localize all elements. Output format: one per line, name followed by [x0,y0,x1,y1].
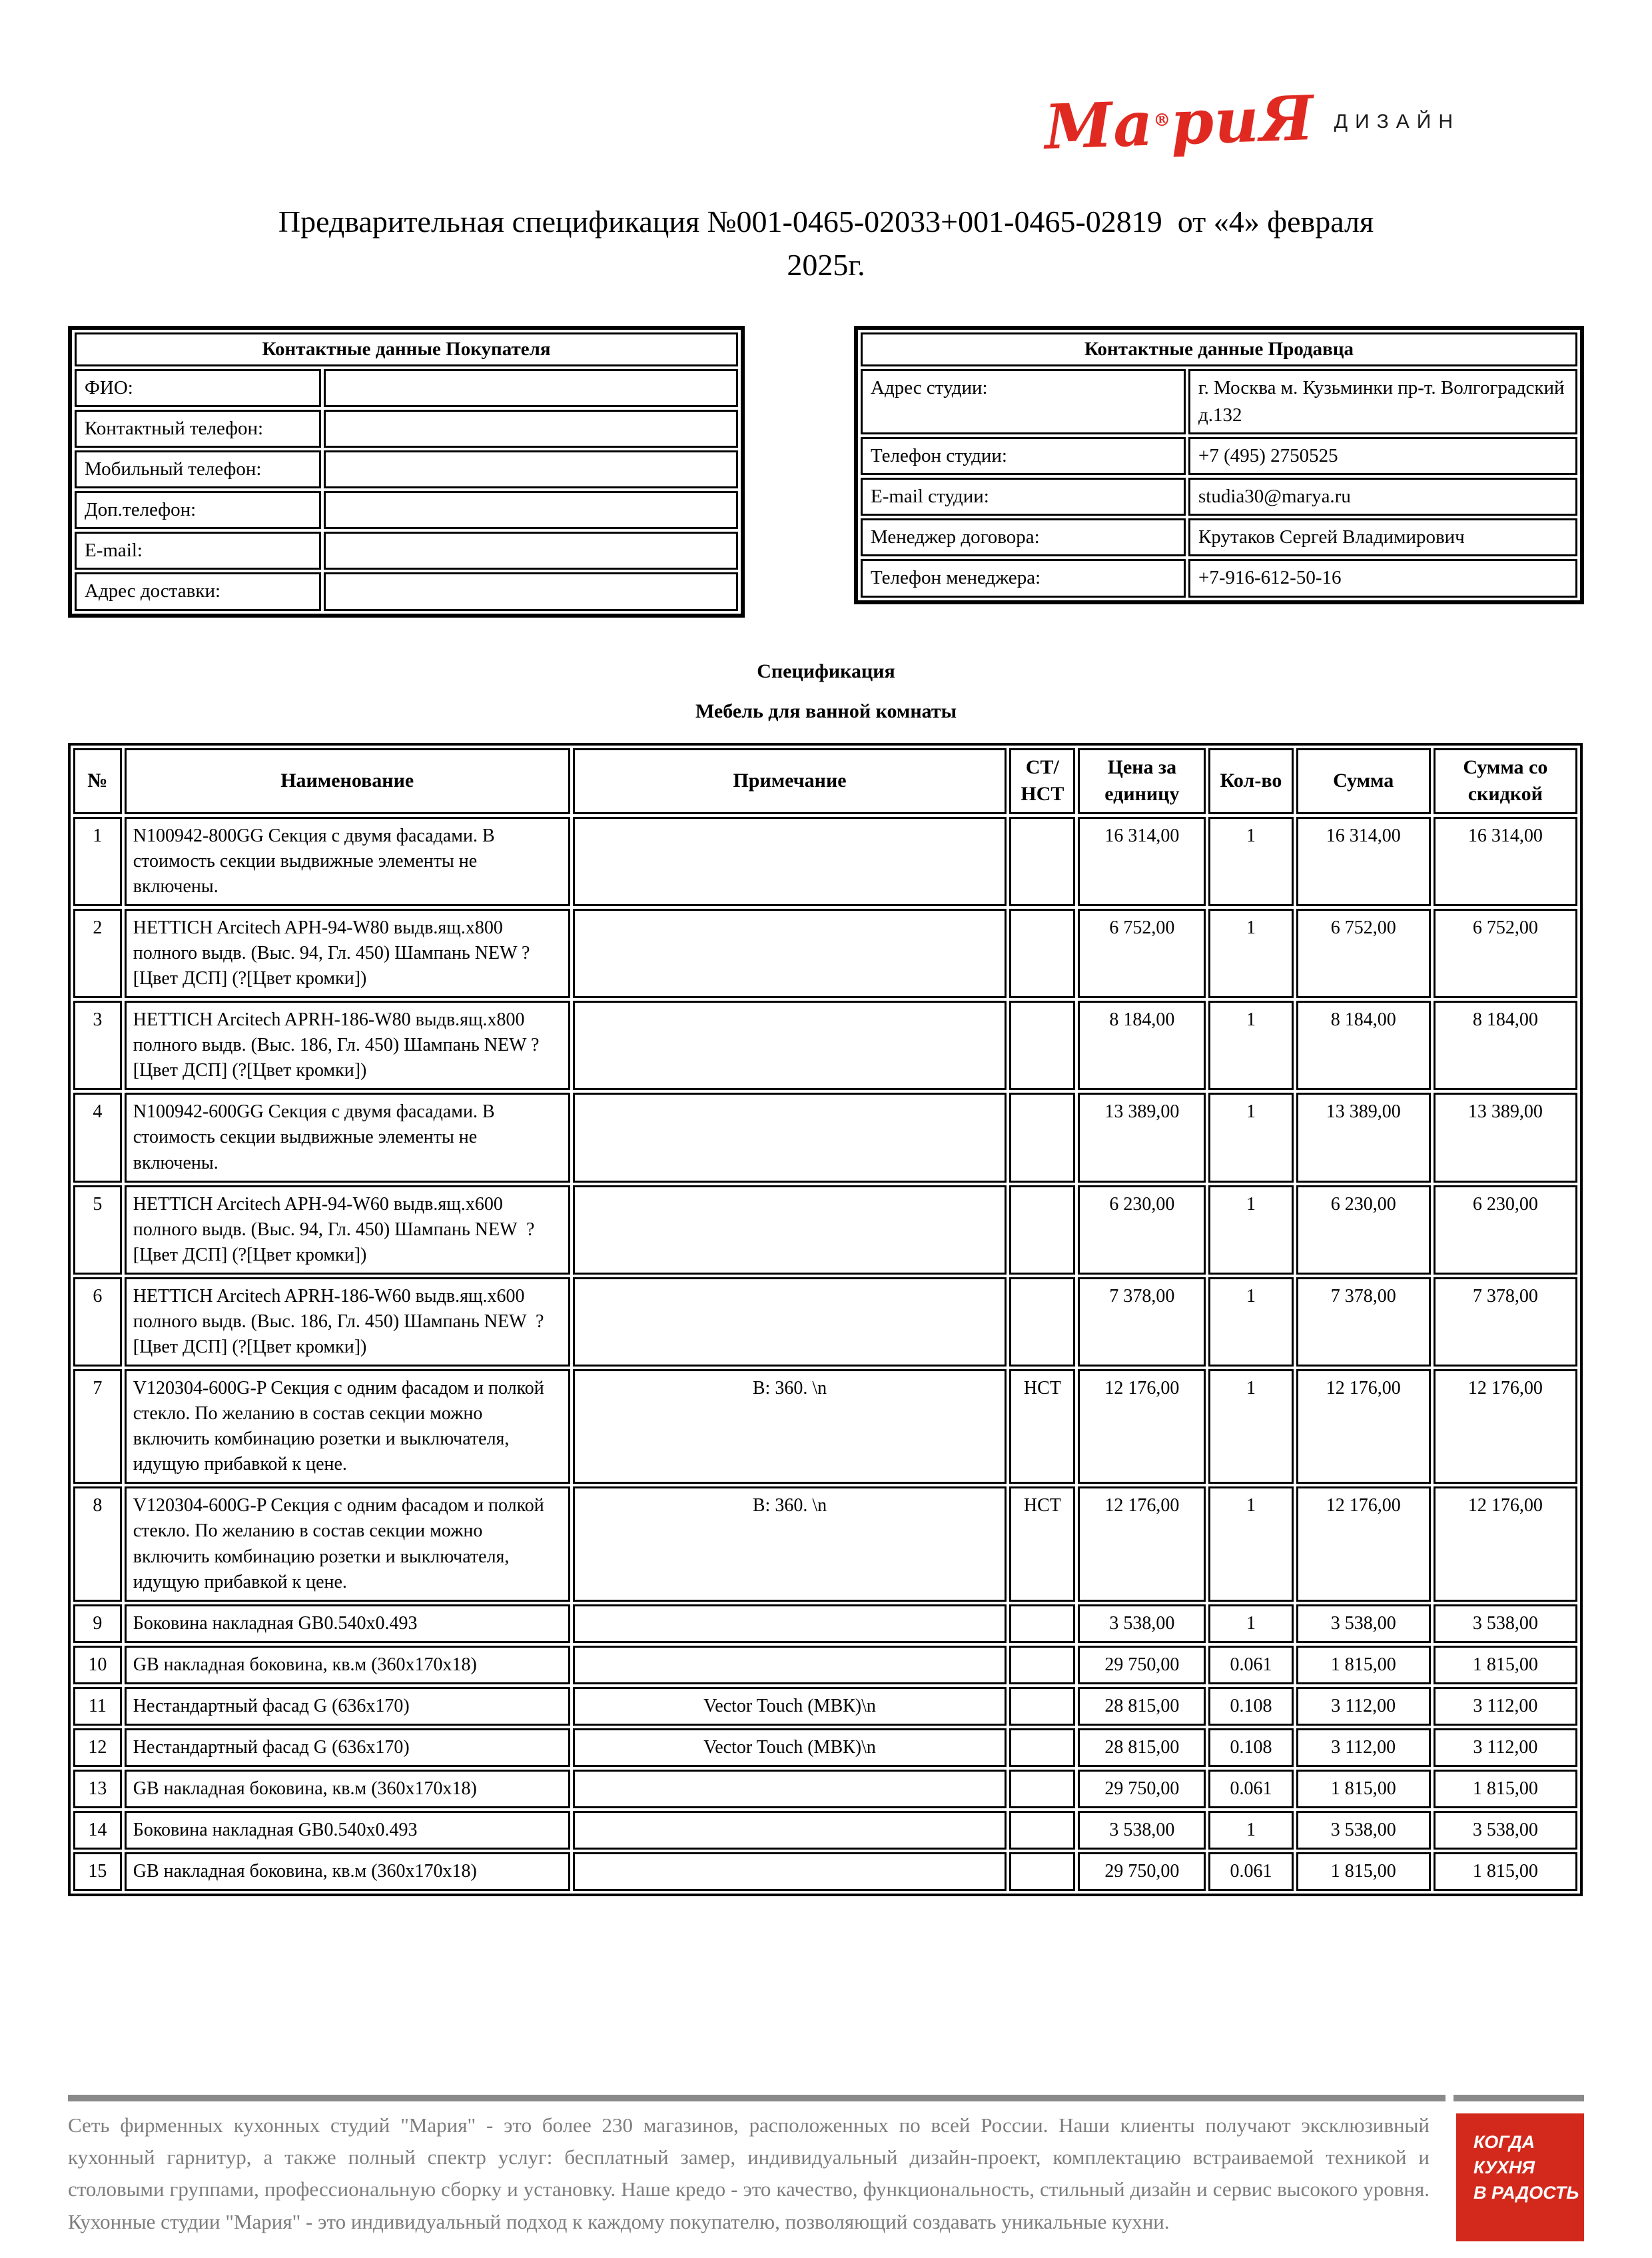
table-row [73,1728,1577,1767]
item-quantity: 1 [1208,1369,1293,1484]
item-quantity: 0.061 [1208,1852,1293,1891]
col-header-sum-discount: Сумма со скидкой [1434,748,1577,814]
item-name: V120304-600G-P Секция с одним фасадом и полкой стекло. По желанию в состав секции можно включить комбинацию розетки и выключателя, идущую прибавкой к цене. [125,1486,570,1601]
logo-design-label: ДИЗАЙН [1334,111,1460,133]
buyer-contact-table [68,326,745,618]
contact-label: Телефон менеджера: [861,559,1186,597]
item-st-nst: НСТ [1009,1486,1075,1601]
item-name: HETTICH Arcitech APH-94-W60 выдв.ящ.х600 полного выдв. (Выс. 94, Гл. 450) Шампань NEW ?[Цвет ДСП] (?[Цвет кромки]) [125,1185,570,1275]
col-header-sum: Сумма [1296,748,1431,814]
item-sum-discount: 8 184,00 [1434,1001,1577,1090]
item-name: GB накладная боковина, кв.м (360х170х18) [125,1770,570,1808]
row-number: 11 [73,1687,122,1726]
item-sum: 3 112,00 [1296,1687,1431,1726]
item-st-nst [1009,1811,1075,1850]
item-st-nst [1009,817,1075,906]
slogan-badge [1456,2113,1584,2241]
document-title-line2: 2025г. [787,248,865,282]
page-footer [68,2095,1584,2258]
contact-row [861,559,1577,597]
logo-text-suffix: риЯ [1169,81,1316,159]
contact-row [75,450,738,488]
item-st-nst [1009,1770,1075,1808]
row-number: 5 [73,1185,122,1275]
row-number: 15 [73,1852,122,1891]
item-quantity: 1 [1208,1486,1293,1601]
item-sum: 12 176,00 [1296,1369,1431,1484]
col-header-quantity: Кол-во [1208,748,1293,814]
item-sum: 1 815,00 [1296,1852,1431,1891]
item-note: В: 360. \n [573,1369,1007,1484]
contact-label: Адрес студии: [861,369,1186,434]
contact-value: г. Москва м. Кузьминки пр-т. Волгоградский д.132 [1188,369,1577,434]
row-number: 2 [73,909,122,998]
contact-value: +7 (495) 2750525 [1188,437,1577,475]
item-quantity: 0.061 [1208,1646,1293,1684]
item-unit-price: 12 176,00 [1078,1486,1206,1601]
item-name: HETTICH Arcitech APRH-186-W80 выдв.ящ.х800 полного выдв. (Выс. 186, Гл. 450) Шампань NEW ?[Цвет ДСП] (?[Цвет кромки]) [125,1001,570,1090]
item-quantity: 0.061 [1208,1770,1293,1808]
contact-row [861,518,1577,556]
item-quantity: 1 [1208,1277,1293,1367]
item-unit-price: 29 750,00 [1078,1646,1206,1684]
item-unit-price: 6 752,00 [1078,909,1206,998]
row-number: 6 [73,1277,122,1367]
item-unit-price: 12 176,00 [1078,1369,1206,1484]
contact-row [861,437,1577,475]
contact-row [75,491,738,529]
item-note [573,909,1007,998]
contact-label: Контактный телефон: [75,410,321,448]
item-unit-price: 6 230,00 [1078,1185,1206,1275]
item-sum: 8 184,00 [1296,1001,1431,1090]
seller-table-header-row [861,332,1577,366]
maria-logo [1043,81,1316,164]
brand-logo [68,81,1584,164]
seller-table-header: Контактные данные Продавца [861,332,1577,366]
contact-value: +7-916-612-50-16 [1188,559,1577,597]
item-sum-discount: 12 176,00 [1434,1369,1577,1484]
contact-label: Доп.телефон: [75,491,321,529]
contact-row [75,532,738,570]
item-st-nst [1009,1185,1075,1275]
buyer-table-header: Контактные данные Покупателя [75,332,738,366]
item-sum: 16 314,00 [1296,817,1431,906]
contact-row [75,410,738,448]
item-st-nst [1009,1001,1075,1090]
item-quantity: 0.108 [1208,1728,1293,1767]
item-note [573,1277,1007,1367]
item-sum: 6 230,00 [1296,1185,1431,1275]
table-row [73,1277,1577,1367]
item-sum-discount: 12 176,00 [1434,1486,1577,1601]
table-row [73,1687,1577,1726]
table-row [73,1093,1577,1182]
item-quantity: 1 [1208,1604,1293,1643]
row-number: 8 [73,1486,122,1601]
item-sum-discount: 6 230,00 [1434,1185,1577,1275]
table-row [73,1369,1577,1484]
item-st-nst [1009,1646,1075,1684]
item-quantity: 0.108 [1208,1687,1293,1726]
col-header-note: Примечание [573,748,1007,814]
item-name: Нестандартный фасад G (636х170) [125,1687,570,1726]
table-row [73,1185,1577,1275]
item-name: GB накладная боковина, кв.м (360х170х18) [125,1852,570,1891]
col-header-unit-price: Цена за единицу [1078,748,1206,814]
buyer-table-header-row [75,332,738,366]
item-quantity: 1 [1208,817,1293,906]
item-quantity: 1 [1208,1093,1293,1182]
contact-row [861,369,1577,434]
item-st-nst [1009,1604,1075,1643]
contact-row [75,369,738,407]
table-row [73,1604,1577,1643]
item-name: HETTICH Arcitech APH-94-W80 выдв.ящ.х800 полного выдв. (Выс. 94, Гл. 450) Шампань NEW ?[Цвет ДСП] (?[Цвет кромки]) [125,909,570,998]
item-sum: 6 752,00 [1296,909,1431,998]
item-quantity: 1 [1208,1001,1293,1090]
item-sum: 3 538,00 [1296,1811,1431,1850]
item-name: Нестандартный фасад G (636х170) [125,1728,570,1767]
spec-header-row [73,748,1577,814]
item-note [573,1770,1007,1808]
item-sum: 3 538,00 [1296,1604,1431,1643]
item-st-nst [1009,1852,1075,1891]
item-name: Боковина накладная GB0.540x0.493 [125,1811,570,1850]
item-note [573,1852,1007,1891]
row-number: 1 [73,817,122,906]
contact-value [324,491,738,529]
contact-value [324,450,738,488]
contact-value: Крутаков Сергей Владимирович [1188,518,1577,556]
item-sum: 13 389,00 [1296,1093,1431,1182]
contact-label: Менеджер договора: [861,518,1186,556]
logo-text-prefix: Ма [1043,87,1155,164]
contact-label: E-mail студии: [861,478,1186,516]
contact-row [75,572,738,610]
item-quantity: 1 [1208,1185,1293,1275]
item-name: GB накладная боковина, кв.м (360х170х18) [125,1646,570,1684]
item-sum-discount: 3 112,00 [1434,1728,1577,1767]
specification-heading: Спецификация [757,660,895,682]
item-note: Vector Touch (МВК)\n [573,1687,1007,1726]
item-unit-price: 8 184,00 [1078,1001,1206,1090]
row-number: 12 [73,1728,122,1767]
item-sum: 1 815,00 [1296,1646,1431,1684]
item-sum-discount: 1 815,00 [1434,1646,1577,1684]
item-st-nst [1009,1728,1075,1767]
table-row [73,1001,1577,1090]
item-note [573,1001,1007,1090]
item-note [573,1093,1007,1182]
slogan-line1: КОГДА [1473,2131,1535,2152]
slogan-line2: КУХНЯ [1473,2157,1535,2177]
item-note: В: 360. \n [573,1486,1007,1601]
row-number: 10 [73,1646,122,1684]
item-sum: 7 378,00 [1296,1277,1431,1367]
table-row [73,1811,1577,1850]
item-name: N100942-600GG Секция с двумя фасадами. В стоимость секции выдвижные элементы не включены. [125,1093,570,1182]
item-sum-discount: 3 538,00 [1434,1811,1577,1850]
item-unit-price: 29 750,00 [1078,1852,1206,1891]
table-row [73,1852,1577,1891]
contact-value [324,572,738,610]
item-sum-discount: 1 815,00 [1434,1770,1577,1808]
item-name: HETTICH Arcitech APRH-186-W60 выдв.ящ.х600 полного выдв. (Выс. 186, Гл. 450) Шампань NEW ?[Цвет ДСП] (?[Цвет кромки]) [125,1277,570,1367]
row-number: 13 [73,1770,122,1808]
item-sum: 12 176,00 [1296,1486,1431,1601]
item-st-nst [1009,1277,1075,1367]
item-name: V120304-600G-P Секция с одним фасадом и полкой стекло. По желанию в состав секции можно включить комбинацию розетки и выключателя, идущую прибавкой к цене. [125,1369,570,1484]
contact-label: Адрес доставки: [75,572,321,610]
col-header-number: № [73,748,122,814]
item-sum: 1 815,00 [1296,1770,1431,1808]
divider-bar-short [1453,2095,1584,2101]
item-sum-discount: 3 112,00 [1434,1687,1577,1726]
document-title-line1: Предварительная спецификация №001-0465-02033+001-0465-02819 от «4» февраля [278,205,1374,239]
row-number: 9 [73,1604,122,1643]
contact-value [324,410,738,448]
contact-value [324,532,738,570]
item-note: Vector Touch (МВК)\n [573,1728,1007,1767]
footer-body [68,2109,1584,2258]
item-unit-price: 7 378,00 [1078,1277,1206,1367]
item-unit-price: 13 389,00 [1078,1093,1206,1182]
item-note [573,1811,1007,1850]
seller-contact-table [854,326,1584,604]
contact-value: studia30@marya.ru [1188,478,1577,516]
item-sum-discount: 6 752,00 [1434,909,1577,998]
specification-subheading: Мебель для ванной комнаты [695,700,957,722]
contact-tables [68,326,1584,618]
contact-label: E-mail: [75,532,321,570]
contact-label: Телефон студии: [861,437,1186,475]
divider-bar-long [68,2095,1446,2101]
item-note [573,1646,1007,1684]
registered-trademark-icon: ® [1152,110,1171,131]
table-row [73,909,1577,998]
specification-table [68,743,1583,1897]
item-unit-price: 29 750,00 [1078,1770,1206,1808]
item-quantity: 1 [1208,1811,1293,1850]
row-number: 4 [73,1093,122,1182]
item-note [573,817,1007,906]
item-sum: 3 112,00 [1296,1728,1431,1767]
company-description: Сеть фирменных кухонных студий "Мария" - это более 230 магазинов, расположенных по всей России. Наши клиенты получают эксклюзивный кухонный гарнитур, а также полный спектр услуг: бесплатный замер, индивидуальный дизайн-проект, комплектацию встраиваемой техникой и столовыми группами, профессиональную сборку и установку. Наше кредо - это качество, функциональность, стильный дизайн и сервис высокого уровня. Кухонные студии "Мария" - это индивидуальный подход к каждому покупателю, позволяющий создавать уникальные кухни. [68,2113,1430,2233]
item-name: Боковина накладная GB0.540x0.493 [125,1604,570,1643]
item-sum-discount: 13 389,00 [1434,1093,1577,1182]
table-row [73,1486,1577,1601]
item-sum-discount: 16 314,00 [1434,817,1577,906]
col-header-st-nst: СТ/ НСТ [1009,748,1075,814]
table-row [73,1646,1577,1684]
item-st-nst [1009,1093,1075,1182]
item-unit-price: 28 815,00 [1078,1687,1206,1726]
item-st-nst [1009,1687,1075,1726]
col-header-name: Наименование [125,748,570,814]
item-unit-price: 3 538,00 [1078,1604,1206,1643]
contact-label: ФИО: [75,369,321,407]
item-unit-price: 28 815,00 [1078,1728,1206,1767]
item-quantity: 1 [1208,909,1293,998]
item-st-nst [1009,909,1075,998]
item-sum-discount: 7 378,00 [1434,1277,1577,1367]
item-sum-discount: 1 815,00 [1434,1852,1577,1891]
contact-value [324,369,738,407]
item-sum-discount: 3 538,00 [1434,1604,1577,1643]
contact-label: Мобильный телефон: [75,450,321,488]
item-st-nst: НСТ [1009,1369,1075,1484]
table-row [73,817,1577,906]
item-name: N100942-800GG Секция с двумя фасадами. В стоимость секции выдвижные элементы не включены. [125,817,570,906]
item-note [573,1185,1007,1275]
footer-divider [68,2095,1584,2101]
row-number: 3 [73,1001,122,1090]
item-note [573,1604,1007,1643]
table-row [73,1770,1577,1808]
contact-row [861,478,1577,516]
item-unit-price: 3 538,00 [1078,1811,1206,1850]
row-number: 14 [73,1811,122,1850]
item-unit-price: 16 314,00 [1078,817,1206,906]
document-title [68,200,1584,287]
slogan-line3: В РАДОСТЬ [1473,2183,1579,2203]
row-number: 7 [73,1369,122,1484]
